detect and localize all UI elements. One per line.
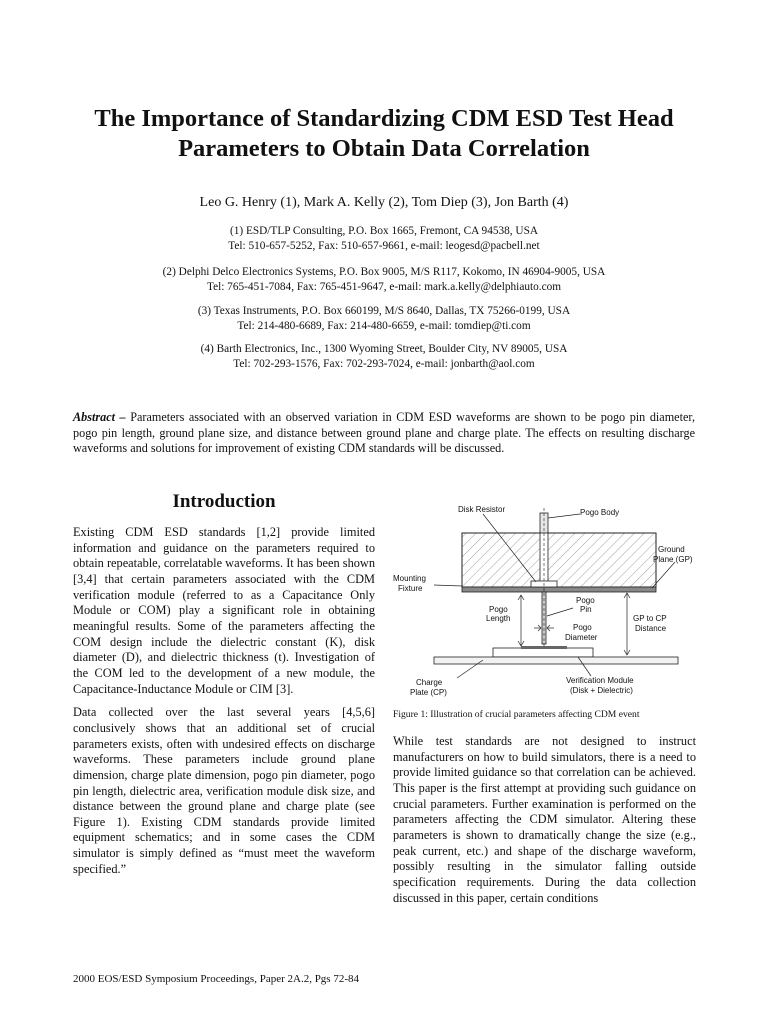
charge-plate-shape xyxy=(434,657,678,664)
affiliation-address: (1) ESD/TLP Consulting, P.O. Box 1665, Fremont, CA 94538, USA xyxy=(229,225,539,237)
affiliation-contact: Tel: 214-480-6689, Fax: 214-480-6659, e-mail: tomdiep@ti.com xyxy=(237,320,531,332)
left-column xyxy=(73,525,375,885)
label-gp-to-cp: GP to CP xyxy=(633,614,667,623)
affiliation-4 xyxy=(40,342,728,372)
affiliation-address: (2) Delphi Delco Electronics Systems, P.O. Box 9005, M/S R117, Kokomo, IN 46904-9005, USA xyxy=(162,266,606,278)
abstract-text: Parameters associated with an observed variation in CDM ESD waveforms are shown to be pogo pin diameter, pogo pin length, ground plane size, and distance between ground plane and charge plate. The effects on resulting discharge waveforms and solutions for improvement of existing CDM standards will be discussed. xyxy=(73,410,696,456)
affiliation-contact: Tel: 510-657-5252, Fax: 510-657-9661, e-mail: leogesd@pacbell.net xyxy=(228,240,540,252)
introduction-heading: Introduction xyxy=(172,491,276,512)
mounting-fixture-block xyxy=(462,533,656,587)
label-mounting-fixture: Mounting xyxy=(393,574,426,583)
paragraph: Data collected over the last several years [4,5,6] conclusively shows that an additional set of crucial parameters exists, often with undesired effects on discharge waveforms. These parameters include ground plane dimension, charge plate dimension, pogo pin diameter, pogo pin length, dielectric area, verification module disk size, and distance between the ground plane and charge plate (see Figure 1). Existing CDM standards provide limited equipment schematics; and in some cases the CDM simulator is simply defined as “must meet the waveform specified.” xyxy=(73,705,375,876)
affiliation-contact: Tel: 702-293-1576, Fax: 702-293-7024, e-mail: jonbarth@aol.com xyxy=(233,358,535,370)
label-verification-module: Verification Module xyxy=(566,676,634,685)
label-pogo-length: Pogo xyxy=(489,605,508,614)
label-ground-plane: Ground xyxy=(658,545,685,554)
affiliation-1 xyxy=(40,224,728,254)
affiliation-2 xyxy=(40,265,728,295)
label-charge-plate: Plate (CP) xyxy=(410,688,447,697)
affiliation-address: (4) Barth Electronics, Inc., 1300 Wyoming Street, Boulder City, NV 89005, USA xyxy=(200,343,568,355)
figure-1-diagram xyxy=(390,500,696,706)
author-list: Leo G. Henry (1), Mark A. Kelly (2), Tom Diep (3), Jon Barth (4) xyxy=(199,195,569,210)
label-verification-module: (Disk + Dielectric) xyxy=(570,686,633,695)
verification-module-shape xyxy=(493,648,593,657)
label-disk-resistor: Disk Resistor xyxy=(458,505,506,514)
affiliation-address: (3) Texas Instruments, P.O. Box 660199, M/S 8640, Dallas, TX 75266-0199, USA xyxy=(197,305,571,317)
paragraph: While test standards are not designed to instruct manufacturers on how to build simulators, there is a need to provide limited guidance so that correlation can be achieved. This paper is the first attempt at providing such guidance on crucial parameters. Further examination is performed on the parameters affecting the CDM simulator. Altering these parameters is shown to dramatically change the size (e.g., peak current, etc.) and shape of the discharge waveform, possibly resulting in the simulator falling outside specification requirements. During the data collection discussed in this paper, certain conditions xyxy=(393,734,696,905)
right-column xyxy=(393,734,696,906)
figure-caption: Figure 1: Illustration of crucial parameters affecting CDM event xyxy=(393,709,640,720)
label-pogo-body: Pogo Body xyxy=(580,508,620,517)
affiliation-3 xyxy=(40,304,728,334)
paper-title: The Importance of Standardizing CDM ESD Test Head Parameters to Obtain Data Correlation xyxy=(94,105,674,162)
affiliation-contact: Tel: 765-451-7084, Fax: 765-451-9647, e-mail: mark.a.kelly@delphiauto.com xyxy=(206,281,562,293)
page-footer: 2000 EOS/ESD Symposium Proceedings, Paper 2A.2, Pgs 72-84 xyxy=(73,973,359,985)
ground-plane-strip xyxy=(462,587,656,592)
label-gp-to-cp: Distance xyxy=(635,624,667,633)
label-ground-plane: Plane (GP) xyxy=(653,555,693,564)
label-pogo-pin: Pogo xyxy=(576,596,595,605)
label-charge-plate: Charge xyxy=(416,678,443,687)
label-pogo-diameter: Diameter xyxy=(565,633,598,642)
label-pogo-length: Length xyxy=(486,614,511,623)
verification-disk-shape xyxy=(521,646,567,649)
label-pogo-diameter: Pogo xyxy=(573,623,592,632)
paragraph: Existing CDM ESD standards [1,2] provide limited information and guidance on the parameters required to obtain repeatable, correlatable waveforms. It has been shown [3,4] that certain parameters associated with the CDM verification module (referred to as a Capacitance Only Module or COM) play a significant role in obtaining meaningful results. Some of the parameters affecting the COM design include the dielectric constant (K), disk diameter (D), and dielectric thickness (t). Investigation of the COM led to the development of a new module, the Capacitance-Inductance Module or CIM [3]. xyxy=(73,525,375,696)
label-mounting-fixture: Fixture xyxy=(398,584,423,593)
abstract xyxy=(73,410,695,457)
abstract-label: Abstract – xyxy=(73,410,126,424)
label-pogo-pin: Pin xyxy=(580,605,592,614)
